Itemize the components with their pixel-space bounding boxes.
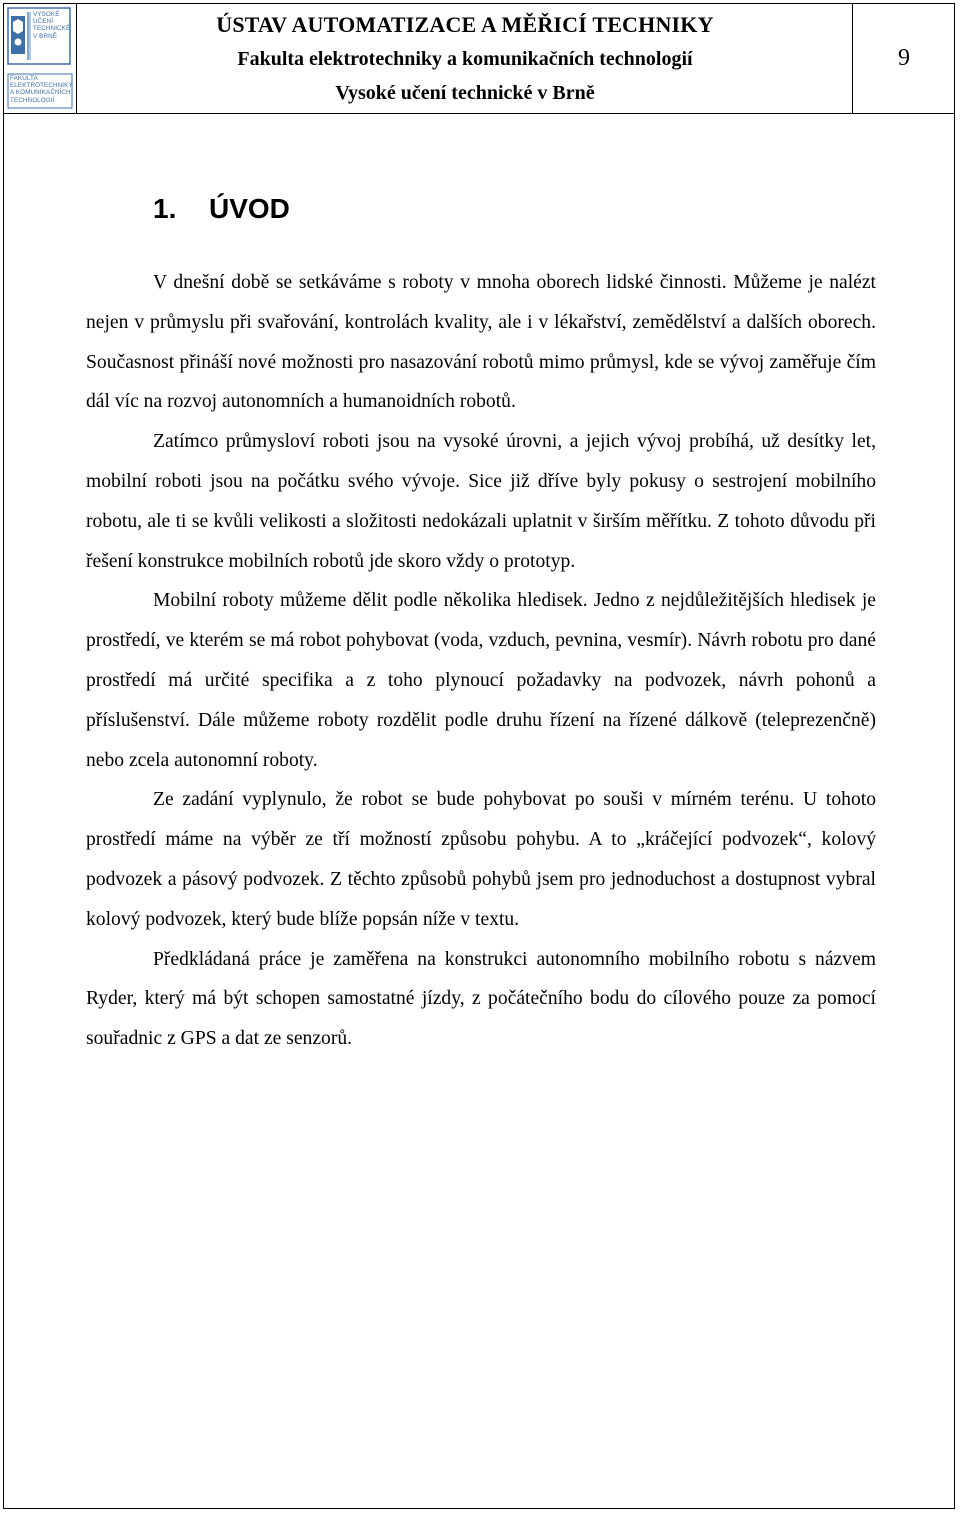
institute-name: ÚSTAV AUTOMATIZACE A MĚŘICÍ TECHNIKY bbox=[216, 12, 714, 37]
paragraph: V dnešní době se setkáváme s roboty v mnoha oborech lidské činnosti. Můžeme je nalézt nejen v průmyslu při svařování, kontrolách kvality, ale i v lékařství, zemědělství a dalších oborech. Současnost přináší nové možnosti pro nasazování robotů mimo průmysl, kde se vývoj zaměřuje čím dál víc na rozvoj autonomních a humanoidních robotů. bbox=[86, 272, 876, 413]
page-number: 9 bbox=[898, 45, 910, 71]
paragraph: Předkládaná práce je zaměřena na konstrukci autonomního mobilního robotu s názvem Ryder, který má být schopen samostatné jízdy, z počátečního bodu do cílového pouze za pomocí souřadnic z GPS a dat ze senzorů. bbox=[86, 948, 876, 1050]
logo-line: V BRNĚ bbox=[33, 32, 58, 40]
logo-line: TECHNOLOGIÍ bbox=[10, 96, 55, 104]
page-header bbox=[3, 3, 955, 114]
logo-line: TECHNICKÉ bbox=[33, 25, 71, 33]
logo-line: FAKULTA bbox=[10, 75, 38, 82]
logo-bottom-text bbox=[10, 75, 73, 104]
paragraph: Zatímco průmysloví roboti jsou na vysoké úrovni, a jejich vývoj probíhá, už desítky let, mobilní roboti jsou na počátku svého vývoje. Sice již dříve byly pokusy o sestrojení mobilního robotu, ale ti se kvůli velikosti a složitosti nedokázali uplatnit v širším měřítku. Z tohoto důvodu při řešení konstrukce mobilních robotů jde skoro vždy o prototyp. bbox=[86, 431, 876, 572]
logo-line: ELEKTROTECHNIKY bbox=[10, 82, 73, 90]
body-text bbox=[86, 263, 876, 1059]
chapter-heading bbox=[153, 193, 290, 225]
header-titles bbox=[77, 3, 853, 113]
logo-line: A KOMUNIKAČNÍCH bbox=[10, 89, 71, 97]
university-name: Vysoké učení technické v Brně bbox=[335, 82, 595, 104]
faculty-name: Fakulta elektrotechniky a komunikačních technologií bbox=[237, 48, 693, 70]
paragraph: Mobilní roboty můžeme dělit podle několika hledisek. Jedno z nejdůležitějších hledisek je prostředí, ve kterém se má robot pohybovat (voda, vzduch, pevnina, vesmír). Návrh robotu pro dané prostředí má určité specifika a z toho plynoucí požadavky na podvozek, návrh pohonů a příslušenství. Dále můžeme roboty rozdělit podle druhu řízení na řízené dálkově (teleprezenčně) nebo zcela autonomní roboty. bbox=[86, 590, 876, 771]
chapter-title: ÚVOD bbox=[209, 193, 290, 224]
logo-line: VYSOKÉ bbox=[33, 11, 60, 18]
university-logo bbox=[3, 3, 77, 113]
logo-top-text bbox=[33, 11, 70, 40]
paragraph: Ze zadání vyplynulo, že robot se bude pohybovat po souši v mírném terénu. U tohoto prostředí máme na výběr ze tří možností způsobu pohybu. A to „kráčející podvozek“, kolový podvozek a pásový podvozek. Z těchto způsobů pohybů jsem pro jednoduchost a dostupnost vybral kolový podvozek, který bude blíže popsán níže v textu. bbox=[86, 789, 876, 930]
logo-line: UČENÍ bbox=[33, 18, 54, 26]
chapter-number: 1. bbox=[153, 193, 177, 224]
